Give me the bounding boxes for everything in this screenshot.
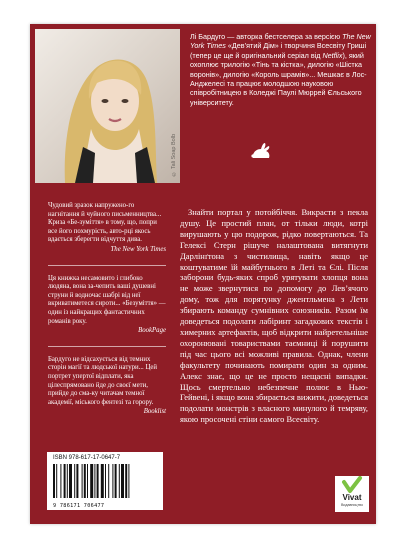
publisher-name: Vivat <box>342 493 362 502</box>
nyt-title: The New York Times <box>190 32 371 51</box>
author-portrait-illustration <box>35 29 180 183</box>
book-annotation: Знайти портал у потойбіччя. Викрасти з пекла душу. Це простий план, от тільки люди, котрі вирушають у цю подорож, рідко повертаються. Та Гелексі Стерн рішуче налаштована витягнути Дарлінґтона з чистилища, навіть якщо це коштуватиме їй майбутнього в Леті та Єлі. Після заборони будь-яких спроб урятувати хлопця вона не може звернутися по допомогу до Лев’ячого дому, тож для порятунку джентльмена з Лети збирають команду сумнівних союзників. Разом їм доведеться подолати лабіринт загадкових текстів і химерних артефактів, щоб відкрити найретельніше охоронювані товариствами таємниці й порушити під час цього всі можливі правила. Однак, члени факультету починають помирати один за одним. Алекс знає, що це не просто нещасні випадки. Щось смертельно небезпечне полює в Нью-Гейвені, і якщо вона збирається вижити, доведеться подолати монстрів з власного минулого й темряву, якою просочені стіни самого Всесвіту. <box>180 207 368 425</box>
publisher-logo <box>335 476 369 512</box>
barcode-panel <box>47 452 163 510</box>
barcode-digits: 9 786171 706477 <box>53 503 105 509</box>
divider <box>48 265 166 266</box>
isbn-label: ISBN 978-617-17-0647-7 <box>53 455 121 461</box>
quote-text: Чудовий зразок напружено-го нагнітання й чуйного письменництва... Криза «Бе-зуміття» в тому, що, попри все його похмурість, авто-рці якось вдається зберегти відчуття дива. <box>48 202 162 244</box>
quote-source: BookPage <box>138 327 166 335</box>
quote-text: Ця книжка несамовито і глибоко людяна, вона за-чепить ваші душевні струни й водночас шабрі від неї вкриватиметеся сироти... «Безуміття» — один із найкращих фантастичних романів року. <box>48 274 166 325</box>
barcode <box>53 464 157 500</box>
quote-bookpage <box>48 275 166 336</box>
quote-source: The New York Times <box>110 245 166 253</box>
publisher-subtitle: Видавництво <box>341 503 363 507</box>
netflix-title: Netflix <box>322 50 343 60</box>
quote-text: Бардуго не відсахується від темних сторін магії та людської натури... Цей портрет упертої відплати, яка цілеспрямовано йде до своєї мети, прийде до сма-ку читачам темної академії, міського фентезі та горору. <box>48 355 158 406</box>
photo-credit: © Tali Soap Bolb <box>171 134 177 177</box>
author-photo <box>35 29 180 183</box>
review-quotes <box>48 202 166 417</box>
divider <box>48 346 166 347</box>
quote-nyt <box>48 202 166 255</box>
vivat-check-icon <box>335 476 369 494</box>
quote-source: Booklist <box>143 408 166 416</box>
rabbit-icon <box>250 142 272 160</box>
quote-booklist <box>48 356 166 417</box>
author-bio: Лі Бардуго — авторка бестселера за версією The New York Times «Дев’ятий Дім» і творчиня Всесвіту Гриші (тепер це ще й оригінальний серіал від Netflix), який охоплює трилогію «Тінь та кістка», дилогію «Шістка воронів», дилогію «Король шрамів»... Мешкає в Лос-Анджелесі та працює молодшою науковою співробітницею в Коледжі Паулі Мюррей Єльського університету. <box>190 32 371 107</box>
author-name: Лі Бардуго <box>190 32 226 41</box>
back-cover <box>30 24 376 524</box>
